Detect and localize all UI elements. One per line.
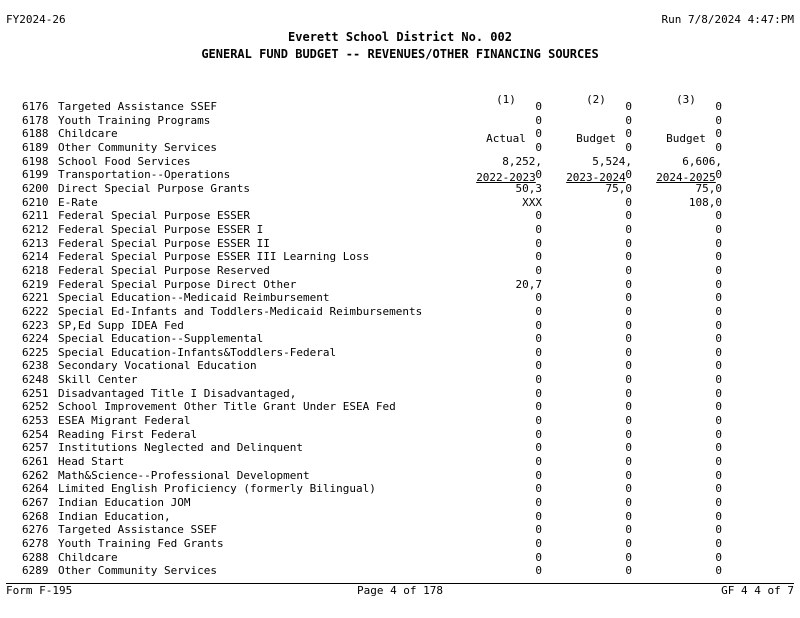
account-description: Head Start bbox=[58, 455, 125, 469]
table-row bbox=[0, 155, 800, 169]
table-row bbox=[0, 168, 800, 182]
account-code: 6288 bbox=[22, 550, 49, 564]
budget-current-amount: 0 bbox=[625, 100, 632, 113]
table-row bbox=[0, 564, 800, 578]
budget-next-amount: 0 bbox=[715, 550, 722, 564]
account-code: 6251 bbox=[22, 386, 49, 400]
column-period: 2023-2024 bbox=[566, 171, 626, 184]
budget-next-amount: 0 bbox=[715, 523, 722, 537]
fiscal-year-label: FY2024-26 bbox=[6, 13, 66, 26]
table-row bbox=[0, 278, 800, 292]
account-code: 6211 bbox=[22, 209, 49, 223]
table-row bbox=[0, 127, 800, 141]
budget-current-amount: 0 bbox=[625, 359, 632, 373]
budget-current-amount: 0 bbox=[625, 414, 632, 428]
account-code: 6262 bbox=[22, 468, 49, 482]
table-row bbox=[0, 496, 800, 510]
table-row bbox=[0, 414, 800, 428]
table-row bbox=[0, 441, 800, 455]
account-description: Institutions Neglected and Delinquent bbox=[58, 441, 304, 455]
account-code: 6268 bbox=[22, 509, 49, 523]
account-code: 6189 bbox=[22, 140, 49, 154]
table-row bbox=[0, 537, 800, 551]
account-description: Special Ed-Infants and Toddlers-Medicaid Reimbursements bbox=[58, 304, 423, 318]
actual-amount: 0 bbox=[535, 359, 542, 373]
revenue-table bbox=[0, 100, 800, 578]
account-description: Reading First Federal bbox=[58, 427, 198, 441]
account-code: 6253 bbox=[22, 414, 49, 428]
account-code: 6261 bbox=[22, 455, 49, 469]
actual-amount: 0 bbox=[535, 550, 542, 564]
table-row bbox=[0, 305, 800, 319]
account-description: Indian Education JOM bbox=[58, 496, 191, 510]
district-name: Everett School District No. 002 bbox=[288, 30, 512, 44]
actual-amount: 8,252, bbox=[502, 154, 542, 168]
account-description: Federal Special Purpose ESSER bbox=[58, 209, 251, 223]
budget-next-amount: 0 bbox=[715, 100, 722, 113]
column-number: (3) bbox=[676, 93, 696, 106]
budget-next-amount: 0 bbox=[715, 537, 722, 550]
account-description: ESEA Migrant Federal bbox=[58, 414, 191, 428]
table-row bbox=[0, 141, 800, 155]
budget-current-amount: 0 bbox=[625, 291, 632, 305]
account-description: School Improvement Other Title Grant Under ESEA Fed bbox=[58, 400, 396, 414]
budget-next-amount: 0 bbox=[715, 482, 722, 496]
actual-amount: 20,7 bbox=[515, 277, 542, 291]
account-code: 6212 bbox=[22, 222, 49, 236]
actual-amount: 0 bbox=[535, 427, 542, 441]
table-row bbox=[0, 114, 800, 128]
budget-next-amount: 0 bbox=[715, 345, 722, 359]
budget-current-amount: 5,524, bbox=[592, 154, 632, 168]
account-description: Limited English Proficiency (formerly Bilingual) bbox=[58, 482, 376, 496]
budget-current-amount: 0 bbox=[625, 427, 632, 441]
actual-amount: 0 bbox=[535, 209, 542, 223]
table-row bbox=[0, 319, 800, 333]
actual-amount: 0 bbox=[535, 537, 542, 550]
budget-next-amount: 0 bbox=[715, 386, 722, 400]
table-row bbox=[0, 428, 800, 442]
account-code: 6222 bbox=[22, 304, 49, 318]
budget-current-amount: 0 bbox=[625, 509, 632, 523]
budget-current-amount: 0 bbox=[625, 441, 632, 455]
table-row bbox=[0, 359, 800, 373]
account-description: Special Education--Medicaid Reimbursement bbox=[58, 291, 330, 305]
table-row bbox=[0, 250, 800, 264]
actual-amount: 0 bbox=[535, 113, 542, 127]
budget-next-amount: 0 bbox=[715, 509, 722, 523]
account-code: 6276 bbox=[22, 523, 49, 537]
column-number: (1) bbox=[496, 93, 516, 106]
account-description: Targeted Assistance SSEF bbox=[58, 100, 217, 113]
account-code: 6254 bbox=[22, 427, 49, 441]
actual-amount: 0 bbox=[535, 222, 542, 236]
table-row bbox=[0, 182, 800, 196]
actual-amount: 0 bbox=[535, 455, 542, 469]
budget-current-amount: 0 bbox=[625, 222, 632, 236]
budget-current-amount: 0 bbox=[625, 400, 632, 414]
account-description: Disadvantaged Title I Disadvantaged, bbox=[58, 386, 297, 400]
table-row bbox=[0, 209, 800, 223]
account-description: Indian Education, bbox=[58, 509, 171, 523]
budget-next-amount: 75,0 bbox=[695, 181, 722, 195]
budget-current-amount: 0 bbox=[625, 195, 632, 209]
account-code: 6224 bbox=[22, 332, 49, 346]
table-row bbox=[0, 291, 800, 305]
column-label: Budget bbox=[666, 132, 706, 145]
actual-amount: 0 bbox=[535, 400, 542, 414]
budget-next-amount: 0 bbox=[715, 318, 722, 332]
actual-amount: 0 bbox=[535, 236, 542, 250]
account-code: 6188 bbox=[22, 127, 49, 141]
actual-amount: 0 bbox=[535, 263, 542, 277]
account-description: Transportation--Operations bbox=[58, 168, 231, 182]
budget-next-amount: 6,606, bbox=[682, 154, 722, 168]
budget-next-amount: 0 bbox=[715, 222, 722, 236]
actual-amount: 0 bbox=[535, 509, 542, 523]
account-description: Federal Special Purpose ESSER III Learning Loss bbox=[58, 250, 370, 264]
table-row bbox=[0, 523, 800, 537]
column-period: 2022-2023 bbox=[476, 171, 536, 184]
column-number: (2) bbox=[586, 93, 606, 106]
account-description: Direct Special Purpose Grants bbox=[58, 181, 251, 195]
budget-current-amount: 0 bbox=[625, 496, 632, 510]
account-code: 6223 bbox=[22, 318, 49, 332]
account-description: Childcare bbox=[58, 127, 118, 141]
account-code: 6267 bbox=[22, 496, 49, 510]
budget-next-amount: 0 bbox=[715, 414, 722, 428]
actual-amount: 0 bbox=[535, 345, 542, 359]
account-code: 6278 bbox=[22, 537, 49, 550]
budget-next-amount: 0 bbox=[715, 373, 722, 387]
table-row bbox=[0, 100, 800, 114]
budget-current-amount: 0 bbox=[625, 113, 632, 127]
actual-amount: 0 bbox=[535, 468, 542, 482]
budget-current-amount: 0 bbox=[625, 564, 632, 578]
table-row bbox=[0, 332, 800, 346]
actual-amount: XXX bbox=[522, 195, 542, 209]
account-description: Secondary Vocational Education bbox=[58, 359, 257, 373]
table-row bbox=[0, 346, 800, 360]
account-code: 6289 bbox=[22, 564, 49, 578]
actual-amount: 0 bbox=[535, 304, 542, 318]
budget-current-amount: 0 bbox=[625, 236, 632, 250]
table-row bbox=[0, 400, 800, 414]
account-code: 6200 bbox=[22, 181, 49, 195]
table-row bbox=[0, 237, 800, 251]
actual-amount: 0 bbox=[535, 140, 542, 154]
budget-current-amount: 0 bbox=[625, 318, 632, 332]
budget-current-amount: 0 bbox=[625, 537, 632, 550]
column-period: 2024-2025 bbox=[656, 171, 716, 184]
budget-next-amount: 0 bbox=[715, 236, 722, 250]
budget-current-amount: 0 bbox=[625, 250, 632, 264]
account-code: 6238 bbox=[22, 359, 49, 373]
page-code: GF 4 4 of 7 bbox=[721, 584, 794, 597]
budget-current-amount: 0 bbox=[625, 523, 632, 537]
account-description: Federal Special Purpose ESSER II bbox=[58, 236, 270, 250]
account-code: 6225 bbox=[22, 345, 49, 359]
budget-current-amount: 0 bbox=[625, 345, 632, 359]
account-code: 6218 bbox=[22, 263, 49, 277]
account-description: E-Rate bbox=[58, 195, 98, 209]
budget-next-amount: 0 bbox=[715, 250, 722, 264]
account-description: Youth Training Fed Grants bbox=[58, 537, 224, 550]
account-description: Childcare bbox=[58, 550, 118, 564]
actual-amount: 0 bbox=[535, 564, 542, 578]
budget-next-amount: 0 bbox=[715, 127, 722, 141]
page-number: Page 4 of 178 bbox=[356, 584, 444, 597]
form-number: Form F-195 bbox=[6, 584, 73, 597]
column-label: Budget bbox=[576, 132, 616, 145]
account-description: School Food Services bbox=[58, 154, 191, 168]
budget-next-amount: 0 bbox=[715, 277, 722, 291]
account-code: 6248 bbox=[22, 373, 49, 387]
account-code: 6199 bbox=[22, 168, 49, 182]
run-timestamp: Run 7/8/2024 4:47:PM bbox=[661, 13, 794, 26]
budget-current-amount: 0 bbox=[625, 168, 632, 182]
table-row bbox=[0, 373, 800, 387]
account-description: Special Education-Infants&Toddlers-Federal bbox=[58, 345, 337, 359]
budget-next-amount: 0 bbox=[715, 113, 722, 127]
budget-current-amount: 0 bbox=[625, 386, 632, 400]
actual-amount: 0 bbox=[535, 291, 542, 305]
account-description: Federal Special Purpose Direct Other bbox=[58, 277, 297, 291]
actual-amount: 0 bbox=[535, 496, 542, 510]
budget-next-amount: 0 bbox=[715, 359, 722, 373]
actual-amount: 0 bbox=[535, 441, 542, 455]
account-code: 6213 bbox=[22, 236, 49, 250]
budget-current-amount: 0 bbox=[625, 550, 632, 564]
report-title: GENERAL FUND BUDGET -- REVENUES/OTHER FINANCING SOURCES bbox=[201, 47, 599, 61]
account-code: 6219 bbox=[22, 277, 49, 291]
table-row bbox=[0, 387, 800, 401]
budget-next-amount: 0 bbox=[715, 140, 722, 154]
budget-current-amount: 0 bbox=[625, 209, 632, 223]
actual-amount: 50,3 bbox=[515, 181, 542, 195]
budget-current-amount: 75,0 bbox=[605, 181, 632, 195]
budget-next-amount: 0 bbox=[715, 496, 722, 510]
budget-current-amount: 0 bbox=[625, 482, 632, 496]
account-description: Federal Special Purpose ESSER I bbox=[58, 222, 264, 236]
account-code: 6257 bbox=[22, 441, 49, 455]
actual-amount: 0 bbox=[535, 318, 542, 332]
table-row bbox=[0, 196, 800, 210]
account-code: 6264 bbox=[22, 482, 49, 496]
account-description: Math&Science--Professional Development bbox=[58, 468, 310, 482]
column-label: Actual bbox=[486, 132, 526, 145]
actual-amount: 0 bbox=[535, 100, 542, 113]
table-row bbox=[0, 510, 800, 524]
budget-next-amount: 0 bbox=[715, 468, 722, 482]
budget-next-amount: 0 bbox=[715, 168, 722, 182]
budget-next-amount: 0 bbox=[715, 564, 722, 578]
account-description: Skill Center bbox=[58, 373, 138, 387]
actual-amount: 0 bbox=[535, 168, 542, 182]
account-description: Other Community Services bbox=[58, 564, 217, 578]
account-code: 6198 bbox=[22, 154, 49, 168]
budget-current-amount: 0 bbox=[625, 468, 632, 482]
account-code: 6252 bbox=[22, 400, 49, 414]
budget-next-amount: 0 bbox=[715, 209, 722, 223]
table-row bbox=[0, 223, 800, 237]
actual-amount: 0 bbox=[535, 523, 542, 537]
table-row bbox=[0, 482, 800, 496]
account-description: Special Education--Supplemental bbox=[58, 332, 264, 346]
budget-current-amount: 0 bbox=[625, 373, 632, 387]
account-description: SP,Ed Supp IDEA Fed bbox=[58, 318, 184, 332]
account-code: 6210 bbox=[22, 195, 49, 209]
table-row bbox=[0, 264, 800, 278]
account-code: 6178 bbox=[22, 113, 49, 127]
budget-next-amount: 0 bbox=[715, 332, 722, 346]
budget-next-amount: 0 bbox=[715, 263, 722, 277]
budget-next-amount: 108,0 bbox=[688, 195, 722, 209]
account-description: Other Community Services bbox=[58, 140, 217, 154]
actual-amount: 0 bbox=[535, 482, 542, 496]
actual-amount: 0 bbox=[535, 250, 542, 264]
budget-next-amount: 0 bbox=[715, 304, 722, 318]
actual-amount: 0 bbox=[535, 386, 542, 400]
budget-next-amount: 0 bbox=[715, 455, 722, 469]
account-description: Targeted Assistance SSEF bbox=[58, 523, 217, 537]
account-code: 6221 bbox=[22, 291, 49, 305]
budget-current-amount: 0 bbox=[625, 263, 632, 277]
account-description: Youth Training Programs bbox=[58, 113, 211, 127]
actual-amount: 0 bbox=[535, 373, 542, 387]
budget-next-amount: 0 bbox=[715, 427, 722, 441]
budget-next-amount: 0 bbox=[715, 441, 722, 455]
budget-next-amount: 0 bbox=[715, 400, 722, 414]
account-description: Federal Special Purpose Reserved bbox=[58, 263, 270, 277]
actual-amount: 0 bbox=[535, 332, 542, 346]
actual-amount: 0 bbox=[535, 127, 542, 141]
actual-amount: 0 bbox=[535, 414, 542, 428]
budget-current-amount: 0 bbox=[625, 140, 632, 154]
account-code: 6176 bbox=[22, 100, 49, 113]
budget-next-amount: 0 bbox=[715, 291, 722, 305]
table-row bbox=[0, 455, 800, 469]
budget-current-amount: 0 bbox=[625, 304, 632, 318]
budget-current-amount: 0 bbox=[625, 277, 632, 291]
budget-current-amount: 0 bbox=[625, 127, 632, 141]
account-code: 6214 bbox=[22, 250, 49, 264]
table-row bbox=[0, 469, 800, 483]
table-row bbox=[0, 551, 800, 565]
budget-current-amount: 0 bbox=[625, 332, 632, 346]
budget-current-amount: 0 bbox=[625, 455, 632, 469]
